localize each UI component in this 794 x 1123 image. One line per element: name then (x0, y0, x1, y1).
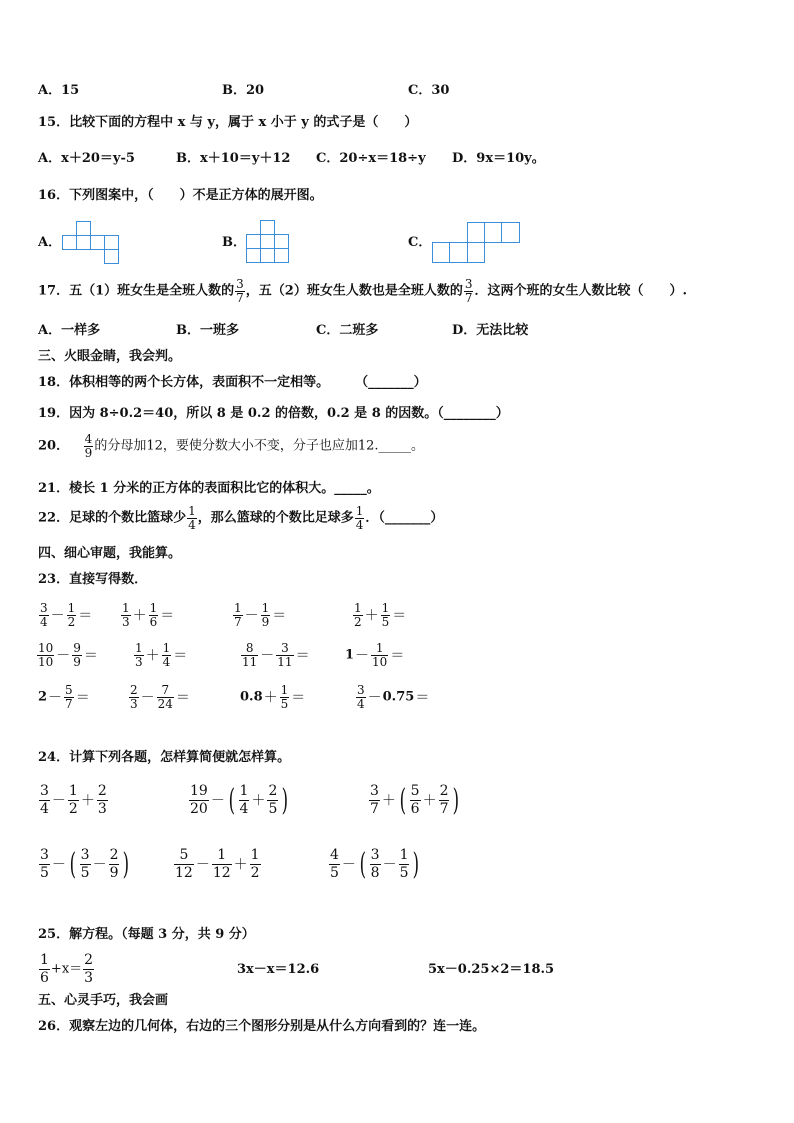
q23-item: $\frac{10}{10}$ － $\frac{9}{9}$ ＝ (38, 641, 98, 669)
q23-item: $\frac{1}{3}$ ＋ $\frac{1}{6}$ ＝ (122, 601, 175, 629)
q18: 18．体积相等的两个长方体，表面积不一定相等。 （_______） (38, 375, 427, 390)
q16-option-c-label: C． (408, 235, 432, 250)
q24-item: $\frac{4}{5}$ － ( $\frac{3}{8}$ － $\frac{1}{5}$ ) (330, 846, 420, 882)
q22: 22．足球的个数比篮球少 $\frac{1}{4}$ ，那么篮球的个数比足球多 $\frac{1}{4}$ ．（_______） (38, 504, 444, 532)
q15-stem: 15．比较下面的方程中 x 与 y，属于 x 小于 y 的式子是（ ） (38, 115, 418, 130)
q24-item: $\frac{3}{5}$ － ( $\frac{3}{5}$ － $\frac{2}{9}$ ) (40, 846, 130, 882)
q23-item: 0.8＋ $\frac{1}{5}$ ＝ (240, 683, 306, 711)
cube-net-a (61, 220, 123, 264)
fraction: $\frac{3}{7}$ (236, 277, 244, 305)
q23-stem: 23．直接写得数． (38, 572, 148, 587)
q23-item: $\frac{1}{7}$ － $\frac{1}{9}$ ＝ (234, 601, 287, 629)
q23-item: $\frac{1}{3}$ ＋ $\frac{1}{4}$ ＝ (135, 641, 188, 669)
fraction: $\frac{1}{4}$ (188, 504, 196, 532)
q23-item: $\frac{8}{11}$ － $\frac{3}{11}$ ＝ (242, 641, 310, 669)
q16-option-b-label: B． (222, 235, 246, 250)
q16-option-a-label: A． (38, 235, 62, 250)
q19: 19．因为 8÷0.2＝40，所以 8 是 0.2 的倍数，0.2 是 8 的因数。（________） (38, 406, 509, 421)
cube-net-b (245, 219, 293, 265)
section-4-heading: 四、细心审题，我能算。 (38, 546, 182, 561)
q23-item: 2－ $\frac{5}{7}$ ＝ (38, 683, 90, 711)
q23-item: 1－ $\frac{1}{10}$ ＝ (345, 641, 405, 669)
q15-option-a: A．x＋20＝y-5 (38, 151, 135, 166)
q17-option-c: C．二班多 (316, 323, 379, 338)
q25-equation-1: $\frac{1}{6}$ +x＝ $\frac{2}{3}$ (40, 952, 94, 986)
q15-option-d: D．9x＝10y。 (452, 151, 545, 166)
q24-stem: 24．计算下列各题，怎样算简便就怎样算。 (38, 750, 291, 765)
fraction: $\frac{1}{4}$ (355, 504, 364, 532)
q21: 21．棱长 1 分米的正方体的表面积比它的体积大。_____。 (38, 481, 380, 496)
q15-option-c: C．20÷x＝18÷y (316, 151, 426, 166)
q17-option-a: A．一样多 (38, 323, 101, 338)
cube-net-c (431, 221, 523, 265)
fraction: $\frac{3}{7}$ (464, 277, 473, 305)
q24-item: $\frac{3}{7}$ ＋ ( $\frac{5}{6}$ ＋ $\frac{2}{7}$ ) (370, 782, 460, 818)
section-3-heading: 三、火眼金睛，我会判。 (38, 349, 182, 364)
q24-item: $\frac{5}{12}$ － $\frac{1}{12}$ ＋ $\frac{1}{2}$ (175, 847, 260, 881)
q14-option-b: B．20 (222, 83, 265, 98)
q14-option-a: A．15 (38, 83, 80, 98)
q20: 20． $\frac{4}{9}$ 的分母加12，要使分数大小不变，分子也应加12._____。 (38, 432, 425, 460)
q23-item: $\frac{3}{4}$ － $\frac{1}{2}$ ＝ (40, 601, 93, 629)
q25-equation-2: 3x－x＝12.6 (237, 962, 320, 977)
q24-item: $\frac{19}{20}$ － ( $\frac{1}{4}$ ＋ $\frac{2}{5}$ ) (190, 782, 289, 818)
q26: 26．观察左边的几何体，右边的三个图形分别是从什么方向看到的？连一连。 (38, 1019, 486, 1034)
q23-item: $\frac{2}{3}$ － $\frac{7}{24}$ ＝ (130, 683, 190, 711)
q17-option-d: D．无法比较 (452, 323, 529, 338)
section-5-heading: 五、心灵手巧，我会画 (38, 993, 169, 1008)
q24-item: $\frac{3}{4}$ － $\frac{1}{2}$ ＋ $\frac{2}{3}$ (40, 783, 107, 817)
q25-equation-3: 5x－0.25×2＝18.5 (428, 962, 555, 977)
q14-option-c: C．30 (408, 83, 450, 98)
fraction: $\frac{4}{9}$ (84, 432, 93, 460)
q23-item: $\frac{1}{2}$ ＋ $\frac{1}{5}$ ＝ (354, 601, 407, 629)
q16-stem: 16．下列图案中，（ ）不是正方体的展开图。 (38, 188, 323, 203)
q25-stem: 25．解方程。（每题 3 分，共 9 分） (38, 927, 255, 942)
q23-item: $\frac{3}{4}$ －0.75＝ (357, 683, 430, 711)
q17-stem: 17．五（1）班女生是全班人数的 $\frac{3}{7}$ ，五（2）班女生人数也是全班人数的 $\frac{3}{7}$ ．这两个班的女生人数比较（ ）. (38, 277, 687, 305)
q15-option-b: B．x＋10＝y＋12 (176, 151, 291, 166)
q17-option-b: B．一班多 (176, 323, 239, 338)
